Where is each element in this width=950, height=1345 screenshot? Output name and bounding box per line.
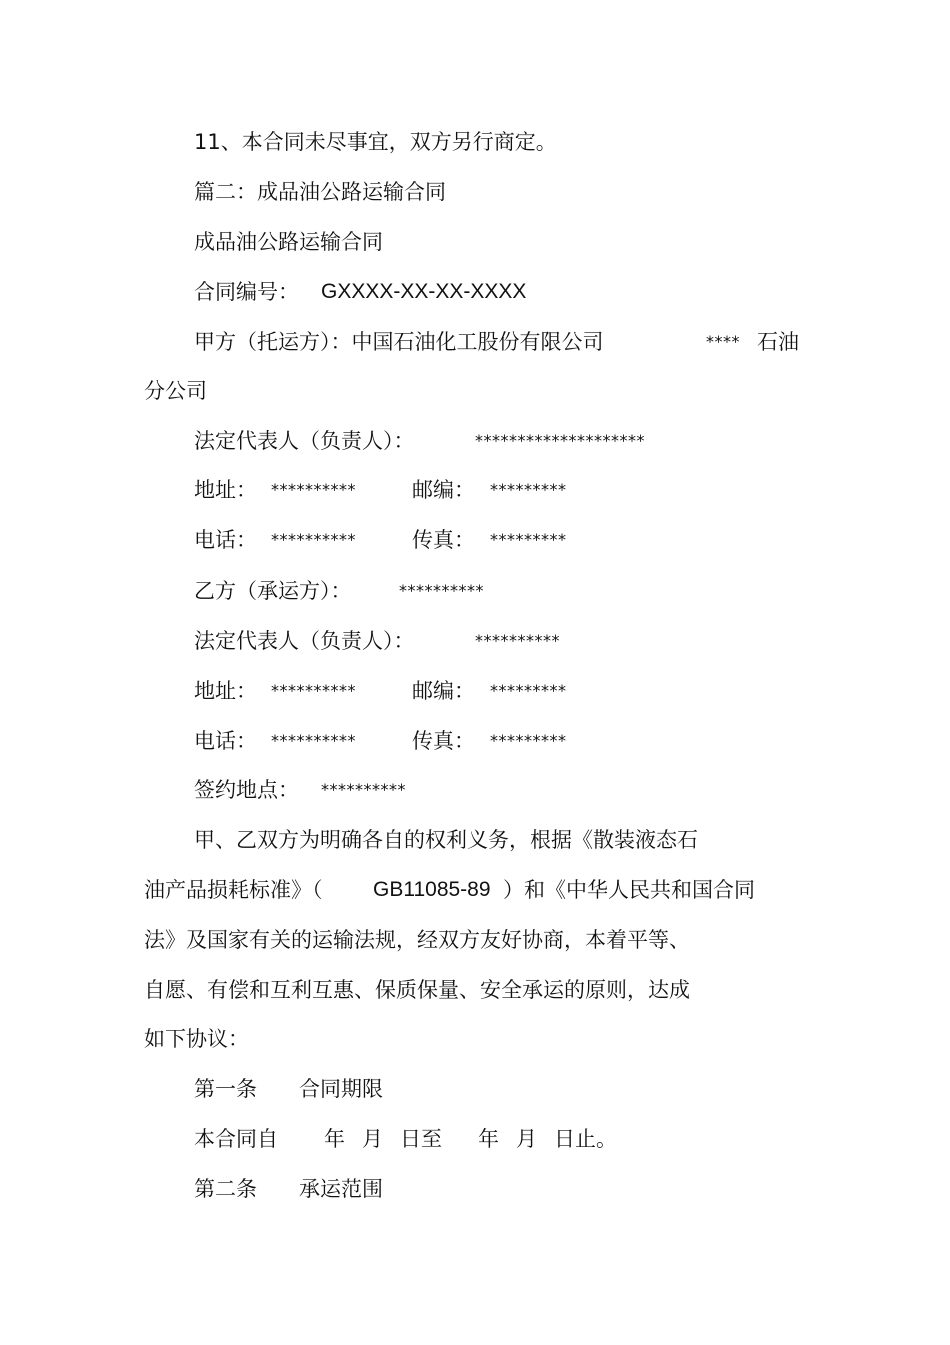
article-2-number: 第二条	[194, 1177, 257, 1201]
party-a-fax-value: *********	[490, 530, 567, 549]
party-b-tel-value: **********	[271, 731, 356, 750]
signing-place-value: **********	[321, 780, 406, 799]
party-a-tel-label: 电话：	[194, 528, 257, 552]
party-b-tel-label: 电话：	[194, 729, 257, 753]
period-month-1: 月	[362, 1127, 383, 1151]
party-b-zip-label: 邮编：	[412, 679, 475, 703]
party-a-fax-label: 传真：	[412, 528, 475, 552]
period-year-1: 年	[324, 1127, 345, 1151]
party-b-value: **********	[399, 581, 484, 600]
party-a-address-label: 地址：	[194, 478, 257, 502]
preamble-line-1: 甲、乙双方为明确各自的权利义务，根据《散装液态石	[194, 828, 698, 852]
party-b-zip-value: *********	[490, 681, 567, 700]
clause-11: 11、本合同未尽事宜，双方另行商定。	[194, 130, 557, 154]
preamble-line-2a: 油产品损耗标准》（	[144, 878, 323, 902]
contract-number-value: GXXXX-XX-XX-XXXX	[321, 280, 527, 303]
article-2-title: 承运范围	[299, 1177, 383, 1201]
party-a-suffix: 石油	[757, 330, 799, 354]
period-day-to: 日至	[400, 1127, 442, 1151]
article-1-title: 合同期限	[299, 1077, 383, 1101]
article-1-number: 第一条	[194, 1077, 257, 1101]
preamble-line-5: 如下协议：	[144, 1027, 249, 1051]
party-a-continuation: 分公司	[144, 379, 207, 403]
preamble-standard-code: GB11085-89	[373, 878, 491, 901]
party-b-rep-label: 法定代表人（负责人）：	[194, 629, 415, 653]
party-a-address-value: **********	[271, 480, 356, 499]
preamble-line-2c: ）和《中华人民共和国合同	[503, 878, 755, 902]
period-year-2: 年	[478, 1127, 499, 1151]
party-b-label: 乙方（承运方）：	[194, 579, 352, 603]
period-start-text: 本合同自	[194, 1127, 278, 1151]
period-month-2: 月	[516, 1127, 537, 1151]
party-a-zip-value: *********	[490, 480, 567, 499]
party-a-rep-value: ********************	[475, 431, 645, 450]
party-a-zip-label: 邮编：	[412, 478, 475, 502]
party-b-fax-value: *********	[490, 731, 567, 750]
contract-number-label: 合同编号：	[194, 280, 299, 304]
party-b-address-label: 地址：	[194, 679, 257, 703]
party-b-fax-label: 传真：	[412, 729, 475, 753]
party-a-stars: ****	[706, 332, 740, 351]
party-b-address-value: **********	[271, 681, 356, 700]
period-day-end: 日止。	[554, 1127, 617, 1151]
party-a-label: 甲方（托运方）：中国石油化工股份有限公司	[194, 330, 604, 354]
party-b-rep-value: **********	[475, 631, 560, 650]
preamble-line-3: 法》及国家有关的运输法规，经双方友好协商，本着平等、	[144, 928, 690, 952]
preamble-line-4: 自愿、有偿和互利互惠、保质保量、安全承运的原则，达成	[144, 978, 690, 1002]
document-title: 成品油公路运输合同	[194, 230, 383, 254]
party-a-tel-value: **********	[271, 530, 356, 549]
part-two-heading: 篇二：成品油公路运输合同	[194, 180, 446, 204]
signing-place-label: 签约地点：	[194, 778, 299, 802]
party-a-rep-label: 法定代表人（负责人）：	[194, 429, 415, 453]
